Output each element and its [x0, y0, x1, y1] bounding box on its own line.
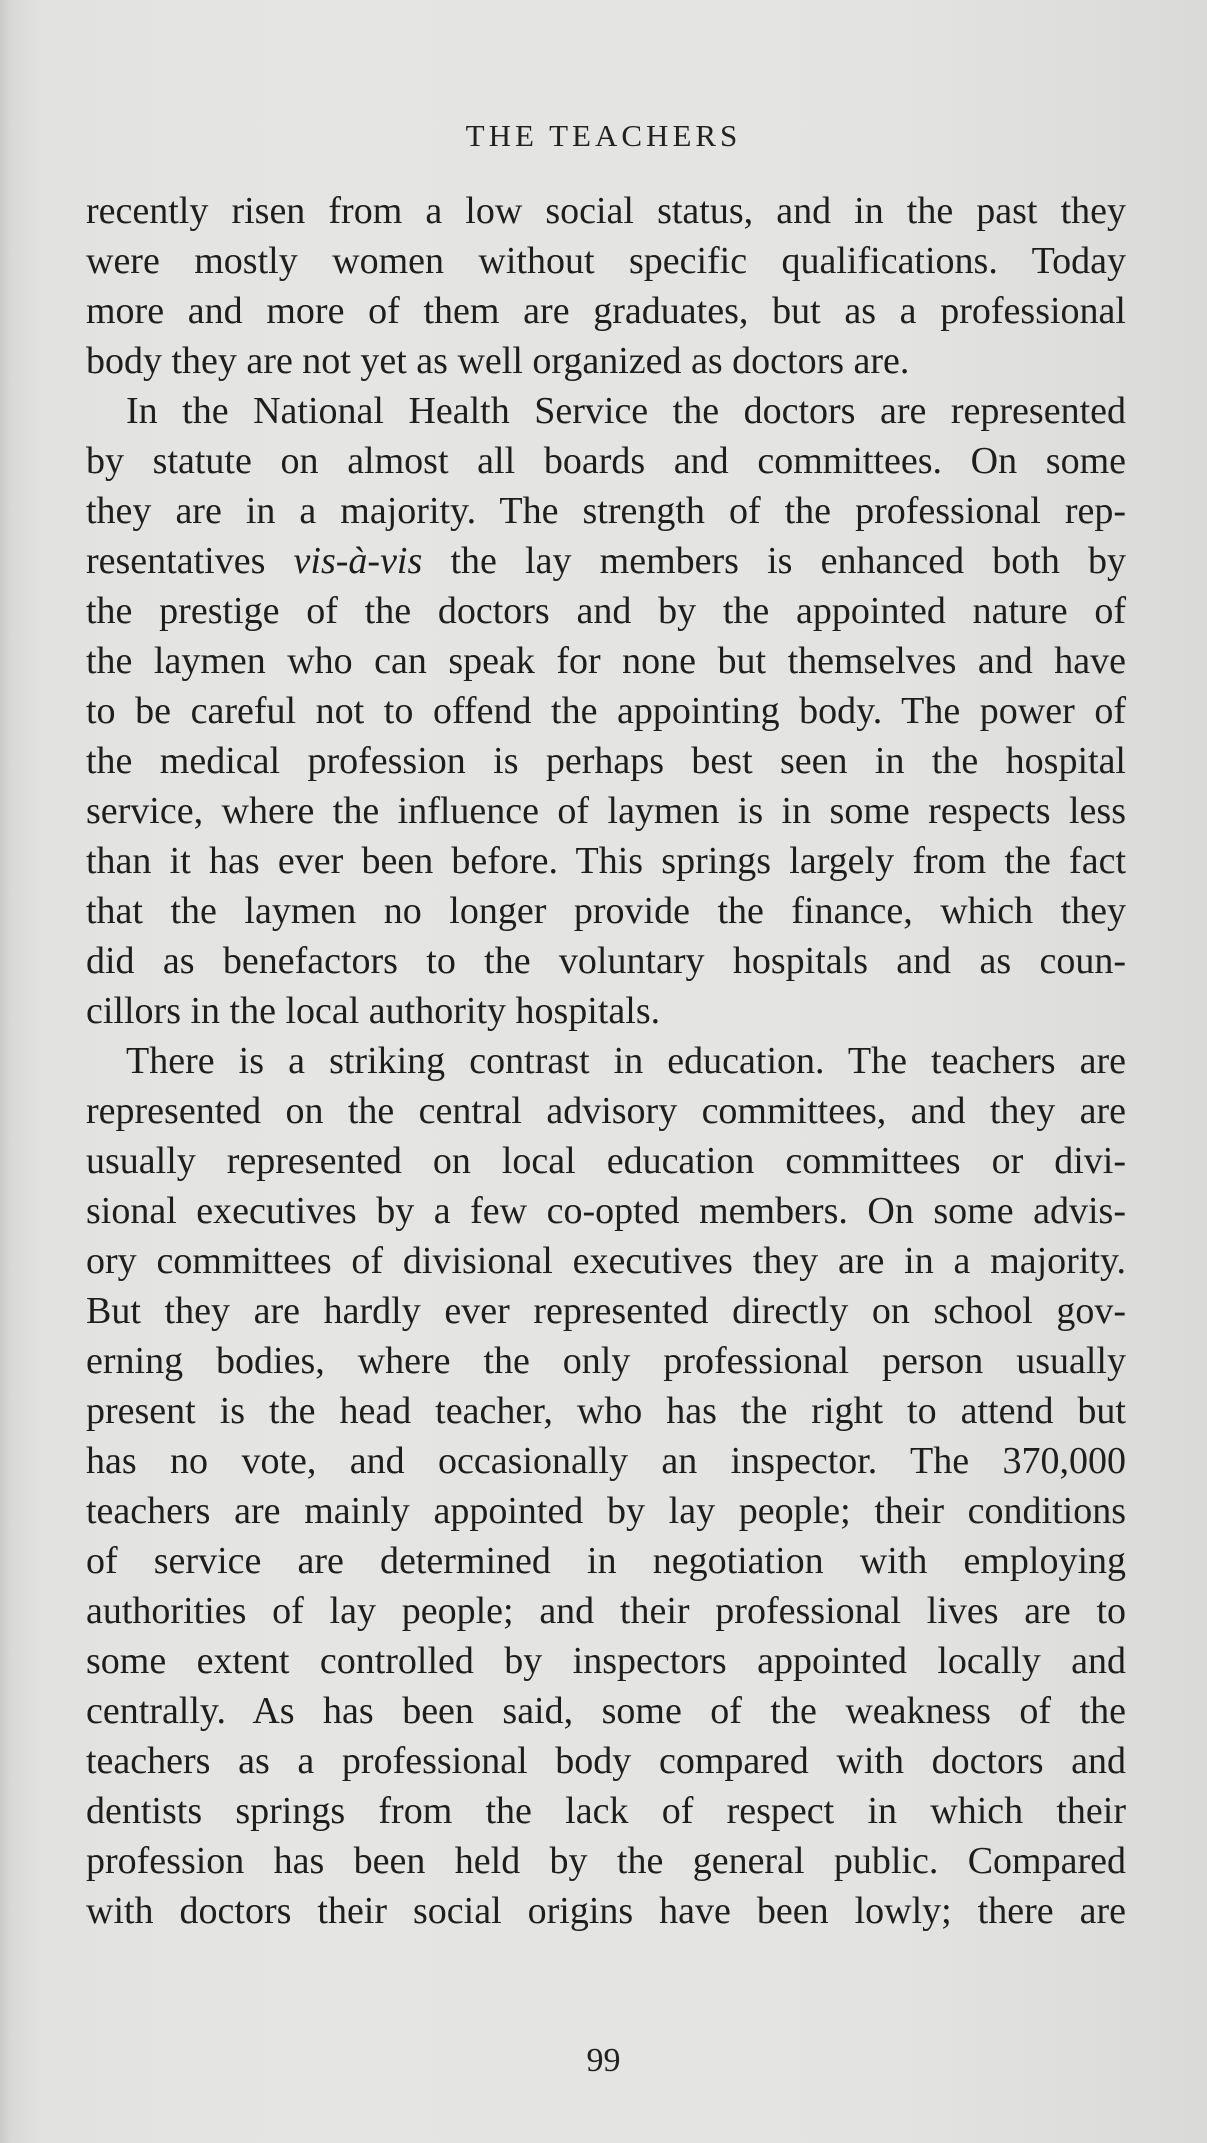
text-line: authorities of lay people; and their professional lives are to — [86, 1590, 1126, 1632]
text-line: But they are hardly ever represented directly on school gov- — [86, 1290, 1126, 1332]
text-line: the medical profession is perhaps best seen in the hospital — [86, 740, 1126, 782]
text-line: present is the head teacher, who has the right to attend but — [86, 1390, 1126, 1432]
text-line: There is a striking contrast in education. The teachers are — [126, 1040, 1126, 1082]
text-line: recently risen from a low social status, and in the past they — [86, 190, 1126, 232]
text-line: more and more of them are graduates, but as a professional — [86, 290, 1126, 332]
text-line: profession has been held by the general public. Compared — [86, 1840, 1126, 1882]
text-line: body they are not yet as well organized as doctors are. — [86, 340, 910, 382]
text-line: service, where the influence of laymen is in some respects less — [86, 790, 1126, 832]
text-line: did as benefactors to the voluntary hospitals and as coun- — [86, 940, 1126, 982]
text-line: sional executives by a few co-opted members. On some advis- — [86, 1190, 1126, 1232]
text-line: centrally. As has been said, some of the weakness of the — [86, 1690, 1126, 1732]
text-line: usually represented on local education committees or divi- — [86, 1140, 1126, 1182]
text-line: that the laymen no longer provide the finance, which they — [86, 890, 1126, 932]
text-line: were mostly women without specific qualifications. Today — [86, 240, 1126, 282]
text-line: resentatives vis-à-vis the lay members is enhanced both by — [86, 540, 1126, 582]
text-line: erning bodies, where the only professional person usually — [86, 1340, 1126, 1382]
running-head: THE TEACHERS — [465, 118, 742, 153]
text-line: the prestige of the doctors and by the appointed nature of — [86, 590, 1126, 632]
text-line: teachers are mainly appointed by lay people; their conditions — [86, 1490, 1126, 1532]
text-line: than it has ever been before. This springs largely from the fact — [86, 840, 1126, 882]
text-line: cillors in the local authority hospitals. — [86, 990, 661, 1032]
body-text — [86, 186, 1126, 1936]
text-line: ory committees of divisional executives they are in a majority. — [86, 1240, 1126, 1282]
text-line: they are in a majority. The strength of the professional rep- — [86, 490, 1126, 532]
text-line: with doctors their social origins have been lowly; there are — [86, 1890, 1126, 1932]
text-line: dentists springs from the lack of respect in which their — [86, 1790, 1126, 1832]
text-line: of service are determined in negotiation with employing — [86, 1540, 1126, 1582]
text-line: has no vote, and occasionally an inspector. The 370,000 — [86, 1440, 1126, 1482]
text-line: the laymen who can speak for none but themselves and have — [86, 640, 1126, 682]
text-line: to be careful not to offend the appointing body. The power of — [86, 690, 1126, 732]
text-line: In the National Health Service the doctors are represented — [126, 390, 1126, 432]
text-line: represented on the central advisory committees, and they are — [86, 1090, 1126, 1132]
text-line: some extent controlled by inspectors appointed locally and — [86, 1640, 1126, 1682]
page-number: 99 — [586, 2042, 621, 2079]
text-line: teachers as a professional body compared with doctors and — [86, 1740, 1126, 1782]
text-line: by statute on almost all boards and committees. On some — [86, 440, 1126, 482]
